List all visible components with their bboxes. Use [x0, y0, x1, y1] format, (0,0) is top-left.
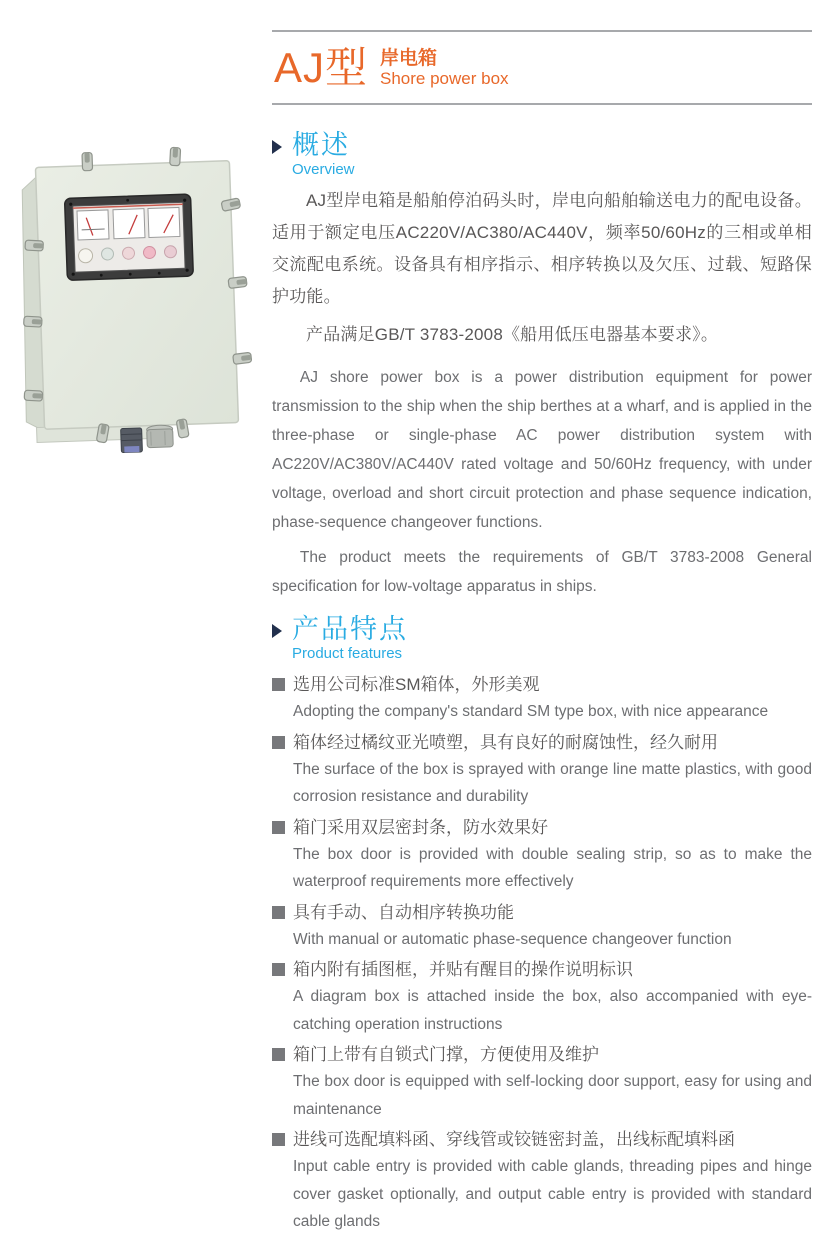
square-bullet-icon: [272, 1133, 285, 1146]
features-section: [272, 615, 812, 1236]
indicator-light: [78, 248, 92, 262]
feature-en-text: A diagram box is attached inside the box, also accompanied with eye-catching operation instructions: [293, 983, 812, 1038]
indicator-light: [101, 248, 113, 260]
feature-cn-line: [272, 899, 812, 926]
feature-en-text: The box door is provided with double sealing strip, so as to make the waterproof requirements more effectively: [293, 841, 812, 896]
feature-cn-line: [272, 1126, 812, 1153]
feature-cn-text: 箱门上带有自锁式门撑，方便使用及维护: [293, 1041, 599, 1068]
feature-en-text: Input cable entry is provided with cable glands, threading pipes and hinge cover gasket optionally, and output cable entry is provided with standard cable glands: [293, 1153, 812, 1236]
latch-clamp: [233, 352, 252, 364]
latch-clamp: [24, 316, 42, 327]
cable-gland: [147, 425, 174, 448]
product-title: [274, 44, 812, 92]
features-list: [272, 671, 812, 1236]
feature-item: [272, 729, 812, 811]
feature-item: [272, 1126, 812, 1236]
indicator-light: [164, 246, 176, 258]
indicator-light: [122, 247, 134, 259]
analog-meter: [113, 209, 145, 239]
feature-cn-line: [272, 814, 812, 841]
overview-cn-paragraph: 产品满足GB/T 3783-2008《船用低压电器基本要求》。: [272, 319, 812, 351]
features-heading-en: Product features: [292, 645, 812, 663]
feature-item: [272, 899, 812, 954]
features-heading-cn: 产品特点: [292, 615, 408, 643]
overview-en-paragraph: The product meets the requirements of GB/T 3783-2008 General specification for low-voltage apparatus in ships.: [272, 543, 812, 601]
overview-en-paragraph: AJ shore power box is a power distribution equipment for power transmission to the ship when the ship berthes at a wharf, and is applied in the three-phase or single-phase AC power distribution system with AC220V/AC380V/AC440V rated voltage and 50/60Hz frequency, with under voltage, overload and short circuit protection and phase sequence indication, phase-sequence changeover functions.: [272, 363, 812, 537]
square-bullet-icon: [272, 963, 285, 976]
feature-item: [272, 671, 812, 726]
feature-cn-text: 具有手动、自动相序转换功能: [293, 899, 514, 926]
feature-cn-text: 箱内附有插图框，并贴有醒目的操作说明标识: [293, 956, 633, 983]
feature-cn-line: [272, 1041, 812, 1068]
feature-cn-text: 选用公司标准SM箱体，外形美观: [293, 671, 540, 698]
product-name-en: Shore power box: [380, 69, 509, 88]
product-title-sub: [380, 48, 509, 88]
square-bullet-icon: [272, 1048, 285, 1061]
product-name-cn: 岸电箱: [380, 48, 509, 69]
feature-en-text: Adopting the company's standard SM type box, with nice appearance: [293, 698, 812, 726]
square-bullet-icon: [272, 736, 285, 749]
feature-item: [272, 956, 812, 1038]
overview-cn-paragraph: AJ型岸电箱是船舶停泊码头时，岸电向船舶输送电力的配电设备。适用于额定电压AC220V/AC380/AC440V，频率50/60Hz的三相或单相交流配电系统。设备具有相序指示、相序转换以及欠压、过载、短路保护功能。: [272, 185, 812, 313]
overview-heading: [272, 131, 812, 159]
features-heading: [272, 615, 812, 643]
cable-gland: [121, 428, 143, 453]
feature-cn-line: [272, 671, 812, 698]
analog-meter: [77, 210, 109, 240]
latch-clamp: [170, 147, 181, 165]
product-model: AJ型: [274, 44, 368, 92]
latch-clamp: [25, 240, 43, 251]
square-bullet-icon: [272, 821, 285, 834]
square-bullet-icon: [272, 678, 285, 691]
overview-section: [272, 131, 812, 601]
square-bullet-icon: [272, 906, 285, 919]
product-photo: [10, 146, 262, 452]
feature-en-text: The box door is equipped with self-locking door support, easy for using and maintenance: [293, 1068, 812, 1123]
feature-cn-text: 箱体经过橘纹亚光喷塑，具有良好的耐腐蚀性，经久耐用: [293, 729, 718, 756]
feature-cn-text: 箱门采用双层密封条，防水效果好: [293, 814, 548, 841]
latch-clamp: [24, 390, 42, 401]
overview-heading-en: Overview: [292, 161, 812, 179]
feature-cn-text: 进线可选配填料函、穿线管或铰链密封盖，出线标配填料函: [293, 1126, 735, 1153]
section-arrow-icon: [272, 624, 282, 638]
latch-clamp: [228, 276, 247, 288]
header-top-rule: [272, 30, 812, 32]
section-arrow-icon: [272, 140, 282, 154]
feature-en-text: The surface of the box is sprayed with orange line matte plastics, with good corrosion resistance and durability: [293, 756, 812, 811]
shore-power-box-illustration: [10, 146, 262, 452]
feature-item: [272, 1041, 812, 1123]
feature-cn-line: [272, 956, 812, 983]
header-bottom-rule: [272, 103, 812, 105]
content-column: [272, 0, 812, 1239]
indicator-light: [143, 246, 155, 258]
meter-window: [65, 194, 194, 280]
overview-heading-cn: 概述: [292, 131, 350, 159]
analog-meter: [148, 207, 180, 237]
feature-item: [272, 814, 812, 896]
feature-en-text: With manual or automatic phase-sequence changeover function: [293, 926, 812, 954]
latch-clamp: [82, 152, 93, 170]
feature-cn-line: [272, 729, 812, 756]
